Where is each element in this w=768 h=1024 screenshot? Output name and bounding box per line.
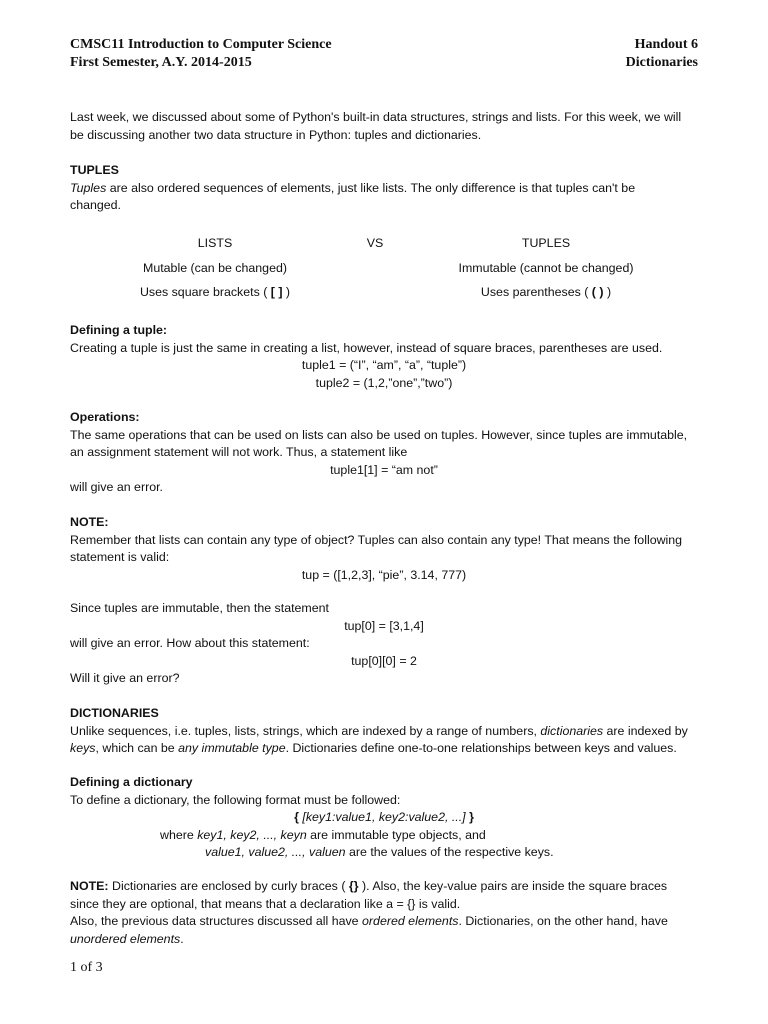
tuples-immutable: Immutable (cannot be changed) <box>458 261 634 275</box>
tuple1-code: tuple1 = (“I”, “am”, “a”, “tuple”) <box>301 358 467 372</box>
defining-tuple-heading: Defining a tuple: <box>70 323 168 337</box>
fmt-body: [key1:value1, key2:value2, ...] <box>302 810 466 824</box>
tuple2-code: tuple2 = (1,2,”one”,”two”) <box>315 375 453 390</box>
tuples-description <box>70 180 698 198</box>
lists-brackets <box>110 284 320 301</box>
where-a: where <box>160 827 198 842</box>
tuples-desc-1: are also ordered sequences of elements, just like lists. The only difference is that tuples can't be <box>106 180 636 195</box>
defining-dict-heading: Defining a dictionary <box>70 775 193 789</box>
fmt-open: { <box>294 810 303 824</box>
intro-paragraph <box>70 109 698 144</box>
tup00-assign-code: tup[0][0] = 2 <box>351 653 417 668</box>
dict-l2c: any immutable type <box>178 741 286 755</box>
tuples-parens-a: Uses parentheses ( <box>480 285 592 299</box>
defining-tuple-text: Creating a tuple is just the same in creating a list, however, instead of square braces, parentheses are used. <box>70 340 663 355</box>
lists-mutable: Mutable (can be changed) <box>143 261 287 275</box>
note2-line-3 <box>70 913 698 931</box>
note2-line-2: since they are optional, that means that a declaration like a = {} is valid. <box>70 896 461 911</box>
tuples-parens-b: ( ) <box>591 285 604 299</box>
lists-brackets-b: [ ] <box>270 285 283 299</box>
vals-a: value1, value2, ..., valuen <box>205 845 346 859</box>
tuples-parens-c: ) <box>603 285 612 299</box>
dictionaries-line-2 <box>70 740 698 758</box>
tuples-desc-2: changed. <box>70 198 121 212</box>
tup-code: tup = ([1,2,3], “pie”, 3.14, 777) <box>301 567 467 582</box>
note2-line-4 <box>70 931 698 949</box>
note2-line-1 <box>70 878 698 896</box>
col-header-lists: LISTS <box>197 236 233 250</box>
dict-l1a: Unlike sequences, i.e. tuples, lists, strings, which are indexed by a range of numbers, <box>70 723 541 738</box>
since-tuples-section <box>70 600 698 688</box>
since-line-2: will give an error. How about this statement: <box>70 636 310 650</box>
fmt-close: } <box>465 810 474 824</box>
note2-l3a: Also, the previous data structures discussed all have <box>70 914 363 928</box>
dictionaries-section <box>70 705 698 758</box>
intro-line-2: be discussing another two data structure in Python: tuples and dictionaries. <box>70 127 482 142</box>
tup0-assign-code: tup[0] = [3,1,4] <box>344 618 424 633</box>
page-number: 1 of 3 <box>70 960 103 975</box>
defining-tuple-section <box>70 322 698 392</box>
defining-dict-text: To define a dictionary, the following format must be followed: <box>70 792 401 807</box>
since-line-3: Will it give an error? <box>70 671 180 685</box>
note2-l1c: ). Also, the key-value pairs are inside the square braces <box>358 879 668 893</box>
since-line-1: Since tuples are immutable, then the statement <box>70 601 329 615</box>
note2-l3c: . Dictionaries, on the other hand, have <box>458 914 668 928</box>
page-header <box>70 36 698 76</box>
course-title: CMSC11 Introduction to Computer Science <box>70 37 332 52</box>
note-heading: NOTE: <box>70 515 109 529</box>
tuples-term: Tuples <box>70 180 107 195</box>
dict-l2d: . Dictionaries define one-to-one relationships between keys and values. <box>285 741 677 755</box>
operations-section <box>70 409 698 497</box>
dict-l2b: , which can be <box>95 741 179 755</box>
defining-dictionary-section <box>70 774 698 862</box>
dict-l2a: keys <box>70 741 96 755</box>
where-b: key1, key2, ..., keyn <box>197 827 307 842</box>
tuples-section <box>70 162 698 215</box>
tuples-heading: TUPLES <box>70 163 119 177</box>
note-section <box>70 514 698 584</box>
dictionaries-line-1 <box>70 723 698 741</box>
note-line-1: Remember that lists can contain any type of object? Tuples can also contain any type! That means the following <box>70 532 683 547</box>
note2-l3b: ordered elements <box>362 914 459 928</box>
where-c: are immutable type objects, and <box>306 827 486 842</box>
semester-label: First Semester, A.Y. 2014-2015 <box>70 55 252 70</box>
col-header-vs: VS <box>366 236 384 250</box>
intro-line-1: Last week, we discussed about some of Python's built-in data structures, strings and lists. For this week, we will <box>70 110 682 124</box>
dict-values-line <box>70 844 698 862</box>
operations-heading: Operations: <box>70 410 140 424</box>
note-line-2: statement is valid: <box>70 550 170 564</box>
dict-l1c: are indexed by <box>603 723 688 738</box>
vals-b: are the values of the respective keys. <box>345 845 554 859</box>
dictionaries-heading: DICTIONARIES <box>70 706 159 720</box>
operations-line-3: will give an error. <box>70 480 163 494</box>
lists-brackets-c: ) <box>282 285 291 299</box>
dict-l1b: dictionaries <box>540 723 604 738</box>
note2-l4a: unordered elements <box>70 931 181 946</box>
dict-where-line <box>70 827 698 845</box>
tuples-parentheses <box>436 284 656 301</box>
operations-line-2: an assignment statement will not work. Thus, a statement like <box>70 445 408 459</box>
col-header-tuples: TUPLES <box>521 236 571 250</box>
handout-number: Handout 6 <box>634 37 698 52</box>
note-dictionaries-section <box>70 878 698 948</box>
note2-l1a: Dictionaries are enclosed by curly braces ( <box>108 879 349 893</box>
note2-label: NOTE: <box>70 879 109 893</box>
handout-page <box>70 36 698 946</box>
dict-format-code <box>70 809 698 827</box>
handout-topic: Dictionaries <box>625 55 698 70</box>
note2-l1b: {} <box>348 879 359 893</box>
note2-l4b: . <box>180 931 184 946</box>
operations-line-1: The same operations that can be used on lists can also be used on tuples. However, since tuples are immutable, <box>70 427 688 442</box>
lists-brackets-a: Uses square brackets ( <box>139 285 271 299</box>
operations-code: tuple1[1] = “am not” <box>330 462 438 477</box>
